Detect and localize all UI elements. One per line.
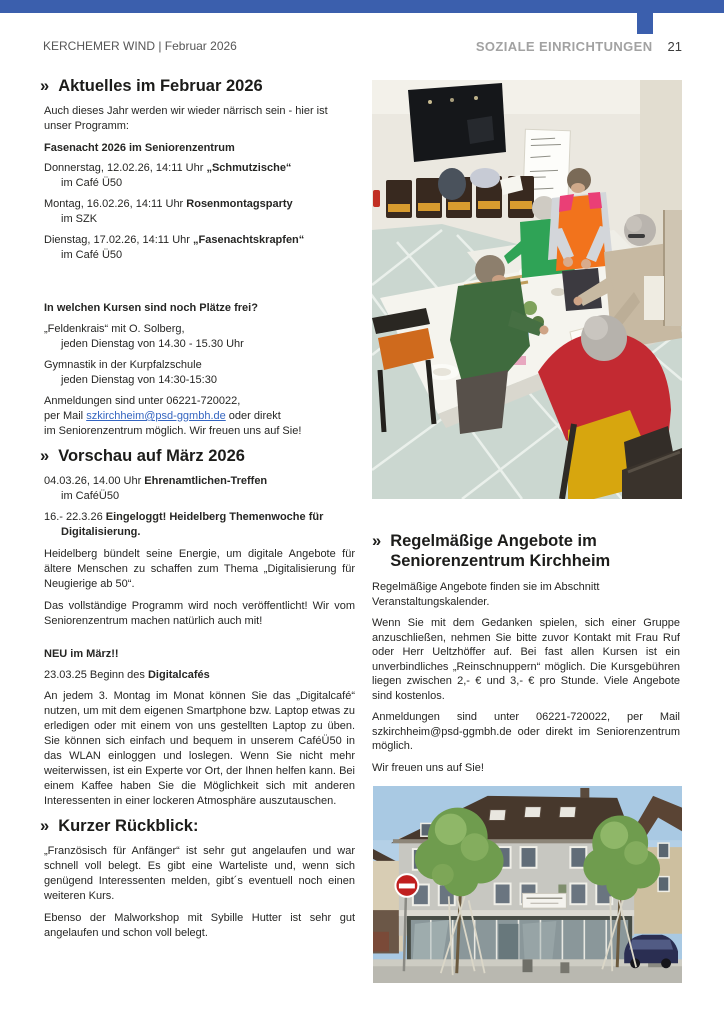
paragraph: An jedem 3. Montag im Monat können Sie das „Digitalcafé“ nutzen, um mit dem eigenen Smartphone bzw. Laptop etwas zu erledigen oder mit einem von uns gestellten Laptop zu üben. Sie können sich einfach und bequem in unserem CaféÜ50 in das WLAN einloggen und loslegen. Wenn Sie nicht mehr weiterwissen, ist ein Experte vor Ort, der Ihnen helfen kann. Bei einem Kaffee haben Sie die Möglichkeit sich mit anderen Interessenten in einer lockeren Atmosphäre auszutauschen. — [44, 690, 355, 807]
section-name: SOZIALE EINRICHTUNGEN — [475, 39, 653, 54]
paragraph: Regelmäßige Angebote finden sie im Abschnitt Veranstaltungskalender. — [372, 581, 600, 608]
left-column — [40, 76, 355, 948]
building-photo — [373, 786, 682, 983]
event-name: Digitalcafés — [147, 669, 210, 681]
event-name: „Schmutzische“ — [206, 162, 292, 174]
event-location: im CaféÜ50 — [61, 490, 120, 502]
event-line — [44, 161, 355, 176]
page-number: 21 — [667, 39, 682, 54]
event-name: Eingeloggt! Heidelberg Themenwoche für Digitalisierung. — [61, 511, 324, 538]
event-date: 16.- 22.3.26 — [44, 511, 106, 523]
contact-block — [44, 394, 355, 439]
contact-text: per Mail — [44, 410, 87, 422]
course-item — [44, 358, 355, 388]
event-date: Dienstag, 17.02.26, 14:11 Uhr — [44, 234, 194, 246]
event-line — [44, 474, 355, 489]
event-name: Rosenmontagsparty — [186, 198, 293, 210]
course-name: „Feldenkrais“ mit O. Solberg, — [44, 323, 185, 335]
section-title-angebote — [372, 531, 680, 571]
event-name: Ehrenamtlichen-Treffen — [144, 475, 268, 487]
paragraph: Das vollständige Programm wird noch veröffentlicht! Wir vom Seniorenzentrum machen natürlich auch mit! — [44, 600, 355, 627]
event-location: im SZK — [61, 213, 98, 225]
section-marker: » — [40, 817, 50, 835]
paragraph: Wenn Sie mit dem Gedanken spielen, sich einer Gruppe anzuschließen, nehmen Sie bitte zuvor Kontakt mit Frau Ruf oder Herr Ueltzhöffer auf. Bei fast allen Kursen ist ein unverbindliches „Reinschnuppern“ möglich. Die Kursgebühren liegen zwischen 2,- € und 3,- € pro Stunde. Viele Angebote sind kostenlos. — [372, 617, 680, 702]
section-title-vorschau — [40, 446, 355, 466]
contact-line: im Seniorenzentrum möglich. Wir freuen uns auf Sie! — [44, 425, 302, 437]
section-title-text: Regelmäßige Angebote im Seniorenzentrum Kirchheim — [390, 532, 611, 570]
workshop-photo — [372, 80, 682, 499]
event-line — [44, 197, 355, 212]
contact-line — [44, 409, 355, 424]
contact-text: oder direkt — [225, 410, 281, 422]
paragraph: Anmeldungen sind unter 06221-720022, per Mail szkirchheim@psd-ggmbh.de oder direkt im Seniorenzentrum möglich. — [372, 711, 680, 752]
top-accent-bar — [0, 0, 724, 13]
section-title-rueckblick — [40, 816, 355, 836]
event-date: Donnerstag, 12.02.26, 14:11 Uhr — [44, 162, 207, 174]
email-link[interactable]: szkirchheim@psd-ggmbh.de — [86, 410, 226, 422]
section-marker: » — [372, 532, 382, 550]
neu-line — [44, 668, 355, 683]
intro-paragraph: Auch dieses Jahr werden wir wieder närrisch sein - hier ist unser Programm: — [44, 105, 328, 132]
event-item — [44, 510, 355, 540]
section-title-text: Aktuelles im Februar 2026 — [58, 77, 263, 95]
section-title-text: Vorschau auf März 2026 — [58, 447, 245, 465]
workshop-photo-graphic — [372, 80, 682, 499]
event-date: 04.03.26, 14.00 Uhr — [44, 475, 145, 487]
event-location: im Café Ü50 — [61, 249, 123, 261]
paragraph: Heidelberg bündelt seine Energie, um digitale Angebote für ältere Menschen zu schaffen zum Thema „Digitalisierung für Neugierige ab 50“. — [44, 548, 355, 590]
courses-heading: In welchen Kursen sind noch Plätze frei? — [44, 302, 258, 314]
section-title-text: Kurzer Rückblick: — [58, 817, 199, 835]
event-date: 23.03.25 Beginn des — [44, 669, 148, 681]
section-marker: » — [40, 77, 50, 95]
event-name: „Fasenachtskrapfen“ — [193, 234, 305, 246]
event-item — [44, 233, 355, 263]
contact-line: Anmeldungen sind unter 06221-720022, — [44, 395, 241, 407]
course-name: Gymnastik in der Kurpfalzschule — [44, 359, 202, 371]
course-time: jeden Dienstag von 14:30-15:30 — [61, 374, 217, 386]
building-photo-graphic — [373, 786, 682, 983]
event-item — [44, 197, 355, 227]
event-date: Montag, 16.02.26, 14:11 Uhr — [44, 198, 187, 210]
event-line — [44, 233, 355, 248]
course-item — [44, 322, 355, 352]
paragraph: Ebenso der Malworkshop mit Sybille Hutter ist sehr gut angelaufen und schon voll belegt. — [44, 912, 355, 939]
event-location: im Café Ü50 — [61, 177, 123, 189]
section-marker: » — [40, 447, 50, 465]
event-item — [44, 161, 355, 191]
journal-title: KERCHEMER WIND | Februar 2026 — [43, 39, 237, 53]
paragraph: Wir freuen uns auf Sie! — [372, 761, 484, 774]
fasenacht-subhead: Fasenacht 2026 im Seniorenzentrum — [44, 142, 235, 154]
section-tab-marker — [637, 13, 653, 34]
course-time: jeden Dienstag von 14.30 - 15.30 Uhr — [61, 338, 244, 350]
neu-heading: NEU im März!! — [44, 648, 119, 660]
right-column — [372, 531, 680, 782]
event-item — [44, 474, 355, 504]
paragraph: „Französisch für Anfänger“ ist sehr gut angelaufen und war schnell voll belegt. Es gibt eine Warteliste und, wenn sich genügend Interessenten melden, gibt´s eventuell noch einen weiteren Kurs. — [44, 845, 355, 902]
section-title-aktuelles — [40, 76, 355, 96]
header-right — [372, 39, 682, 54]
